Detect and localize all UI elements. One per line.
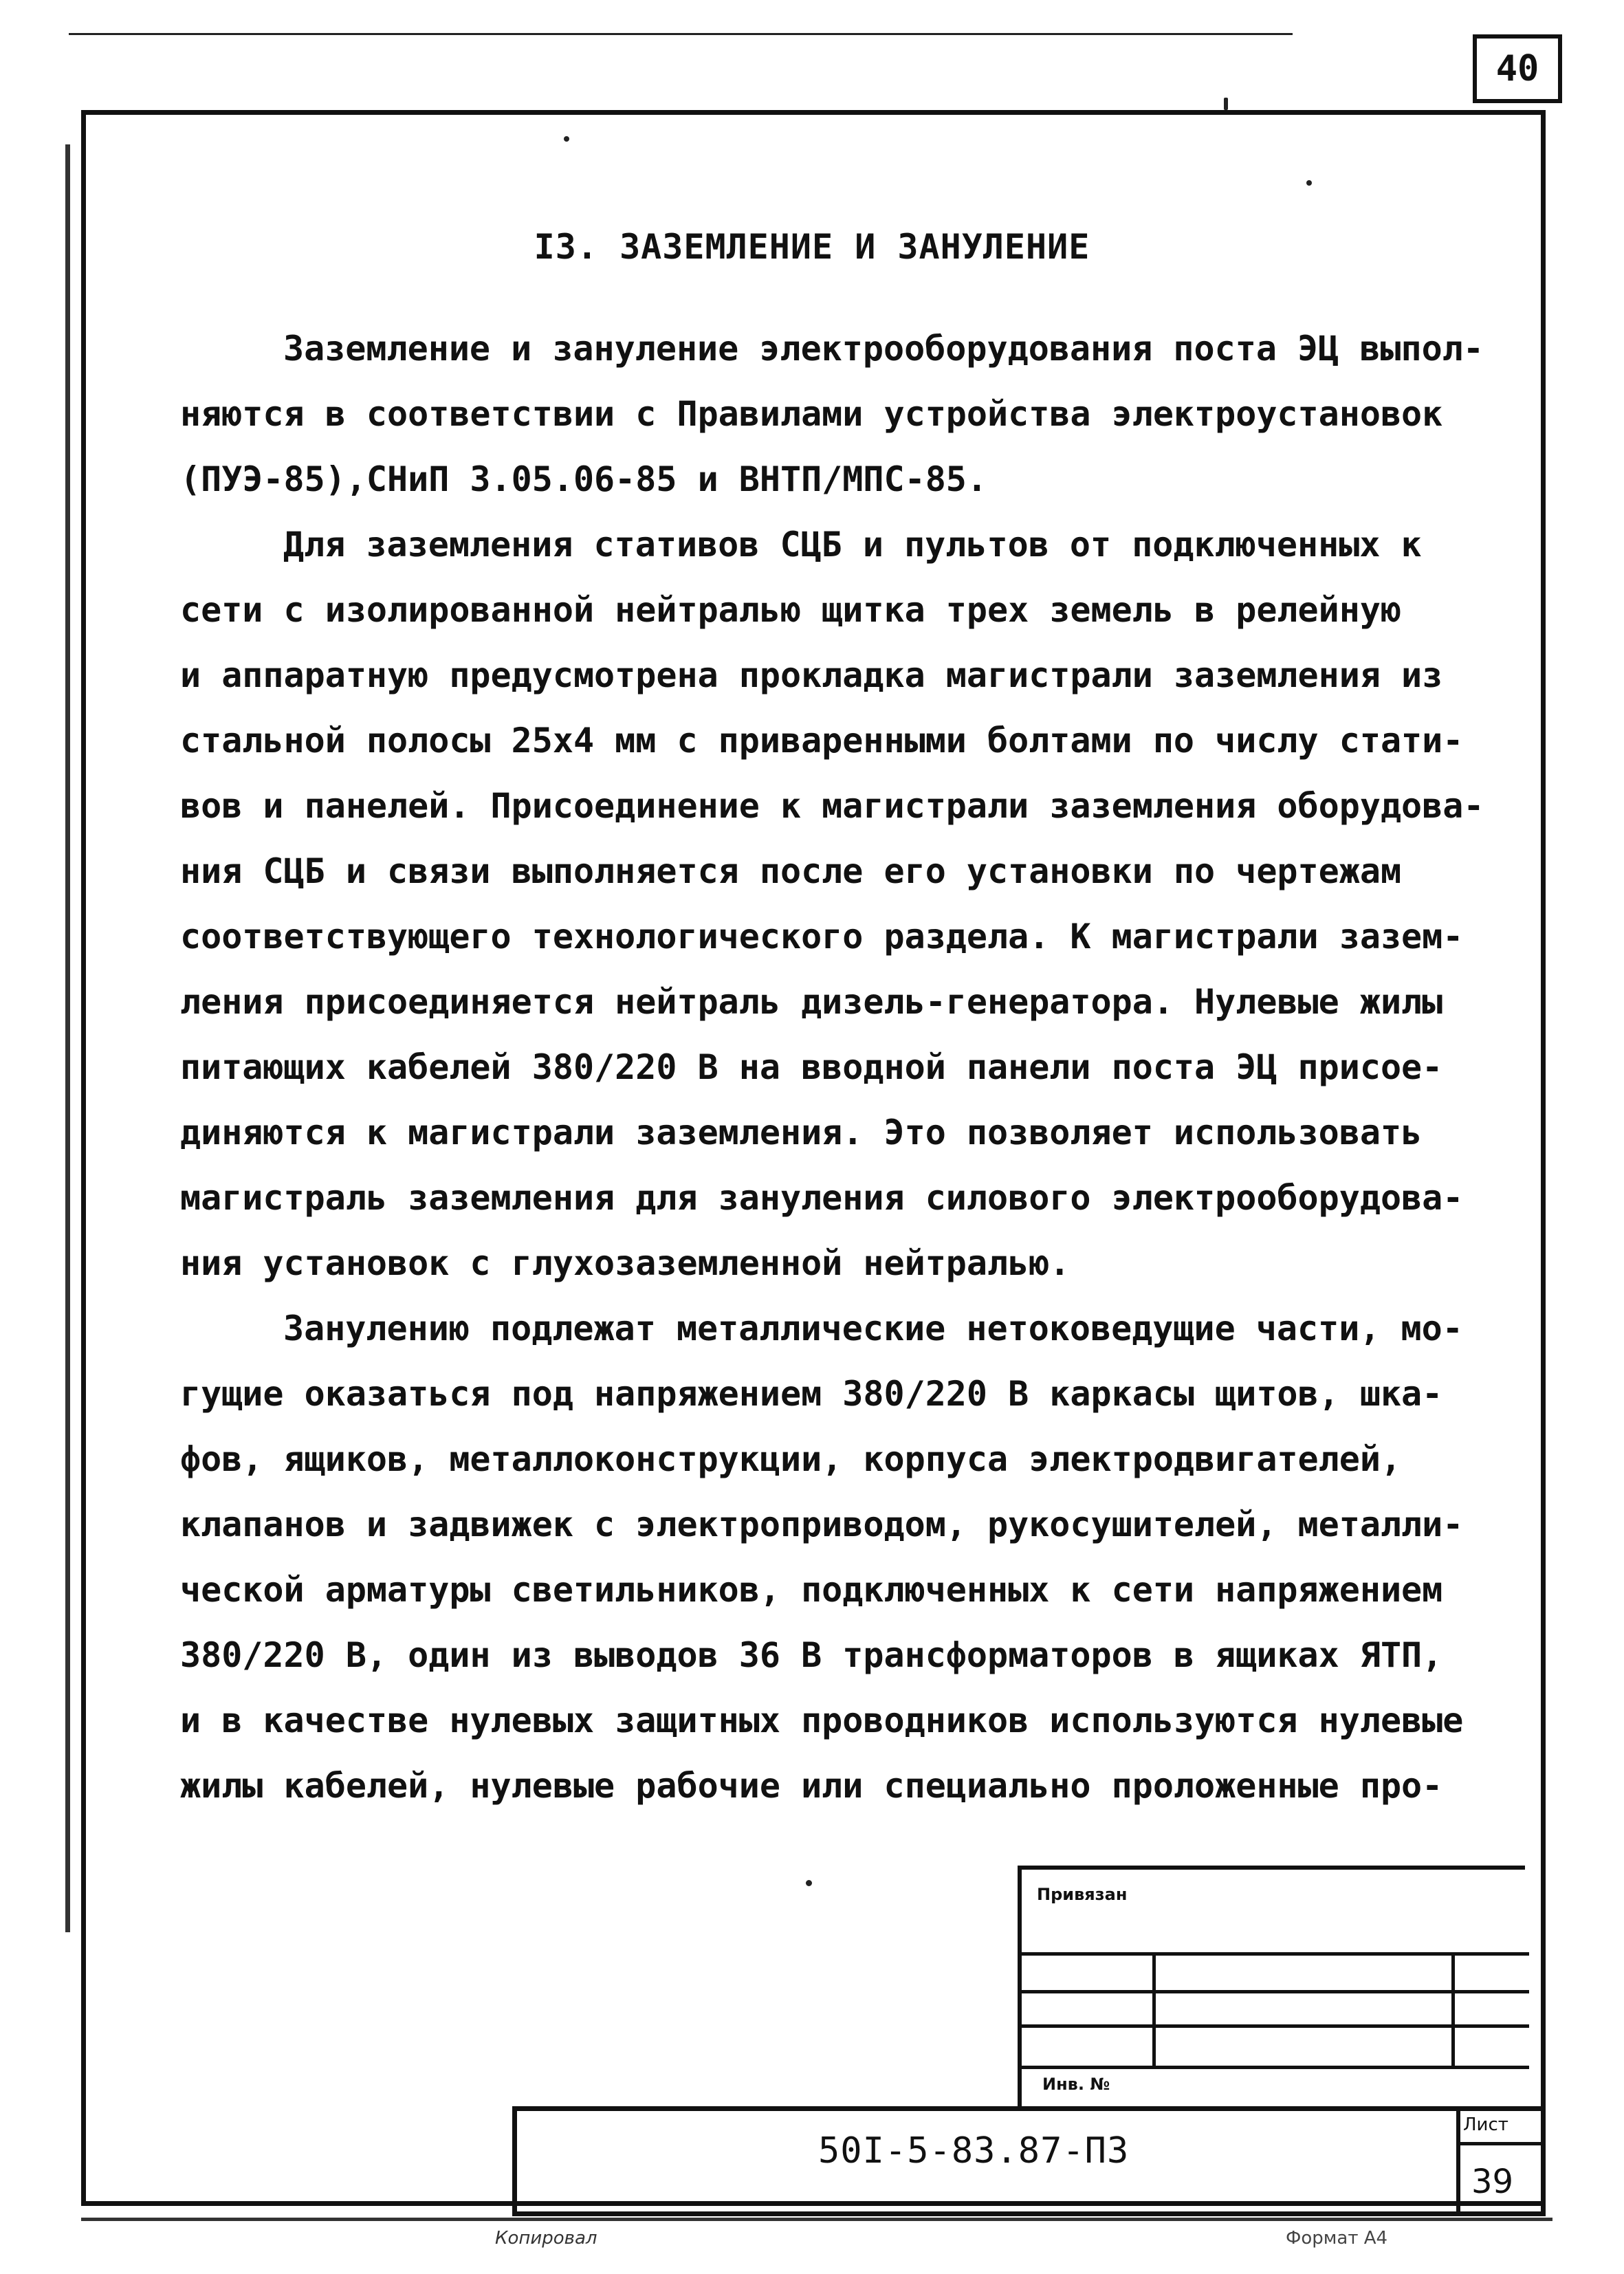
text-line: клапанов и задвижек с электроприводом, рукосушителей, металли- xyxy=(180,1505,1464,1544)
text-line: сети с изолированной нейтралью щитка трех земель в релейную xyxy=(180,590,1402,630)
title-block-col-line xyxy=(1152,1956,1156,2069)
text-line: вов и панелей. Присоединение к магистрали заземления оборудова- xyxy=(180,786,1484,826)
text-line: диняются к магистрали заземления. Это позволяет использовать xyxy=(180,1113,1423,1152)
scan-speck xyxy=(564,136,569,142)
title-block-col-line xyxy=(1451,1956,1455,2069)
body-text xyxy=(180,316,1484,1819)
text-line: ления присоединяется нейтраль дизель-генератора. Нулевые жилы xyxy=(180,982,1443,1022)
text-line: фов, ящиков, металлоконструкции, корпуса электродвигателей, xyxy=(180,1439,1402,1479)
text-line: жилы кабелей, нулевые рабочие или специально проложенные про- xyxy=(180,1766,1443,1806)
top-rule xyxy=(69,33,1293,35)
text-line: Заземление и зануление электрооборудования поста ЭЦ выпол- xyxy=(283,329,1484,369)
sheet-column-line xyxy=(1456,2106,1460,2216)
copied-by-label: Копировал xyxy=(495,2228,597,2249)
sheet-label: Лист xyxy=(1463,2114,1508,2135)
text-line: ния установок с глухозаземленной нейтралью. xyxy=(180,1243,1071,1283)
scan-speck xyxy=(806,1880,812,1886)
text-line: няются в соответствии с Правилами устройства электроустановок xyxy=(180,394,1443,434)
text-line: гущие оказаться под напряжением 380/220 В каркасы щитов, шка- xyxy=(180,1374,1443,1414)
inv-no-label: Инв. № xyxy=(1042,2075,1110,2094)
title-block xyxy=(1018,1866,1525,2106)
format-label: Формат А4 xyxy=(1286,2228,1388,2249)
paragraph-3 xyxy=(180,1296,1473,1819)
binding-margin-line xyxy=(65,144,70,1932)
paragraph-2 xyxy=(180,512,1484,1296)
sheet-number: 39 xyxy=(1471,2163,1514,2201)
document-code: 50I-5-83.87-ПЗ xyxy=(818,2130,1130,2172)
text-line: ния СЦБ и связи выполняется после его установки по чертежам xyxy=(180,851,1402,891)
text-line: Занулению подлежат металлические нетоковедущие части, мо- xyxy=(283,1309,1463,1348)
sheet-separator-line xyxy=(1456,2142,1546,2145)
text-line: 380/220 В, один из выводов 36 В трансформаторов в ящиках ЯТП, xyxy=(180,1635,1443,1675)
text-line: питающих кабелей 380/220 В на вводной панели поста ЭЦ присое- xyxy=(180,1047,1443,1087)
text-line: ческой арматуры светильников, подключенных к сети напряжением xyxy=(180,1570,1443,1610)
text-line: (ПУЭ-85),СНиП 3.05.06-85 и ВНТП/МПС-85. xyxy=(180,459,987,499)
scan-speck xyxy=(1306,180,1312,186)
page-number: 40 xyxy=(1495,48,1539,89)
text-line: и в качестве нулевых защитных проводников используются нулевые xyxy=(180,1701,1464,1740)
text-line: магистраль заземления для зануления силового электрооборудова- xyxy=(180,1178,1464,1218)
section-heading: I3. ЗАЗЕМЛЕНИЕ И ЗАНУЛЕНИЕ xyxy=(534,227,1090,267)
text-line: соответствующего технологического раздела. К магистрали зазем- xyxy=(180,917,1464,956)
page-number-box xyxy=(1473,34,1562,103)
text-line: Для заземления стативов СЦБ и пультов от подключенных к xyxy=(283,525,1422,565)
text-line: стальной полосы 25х4 мм с приваренными болтами по числу стати- xyxy=(180,721,1464,761)
bottom-rule xyxy=(81,2218,1552,2221)
paragraph-1 xyxy=(180,316,1484,512)
scan-speck xyxy=(1224,98,1228,110)
text-line: и аппаратную предусмотрена прокладка магистрали заземления из xyxy=(180,655,1443,695)
privyazan-label: Привязан xyxy=(1037,1885,1128,1904)
